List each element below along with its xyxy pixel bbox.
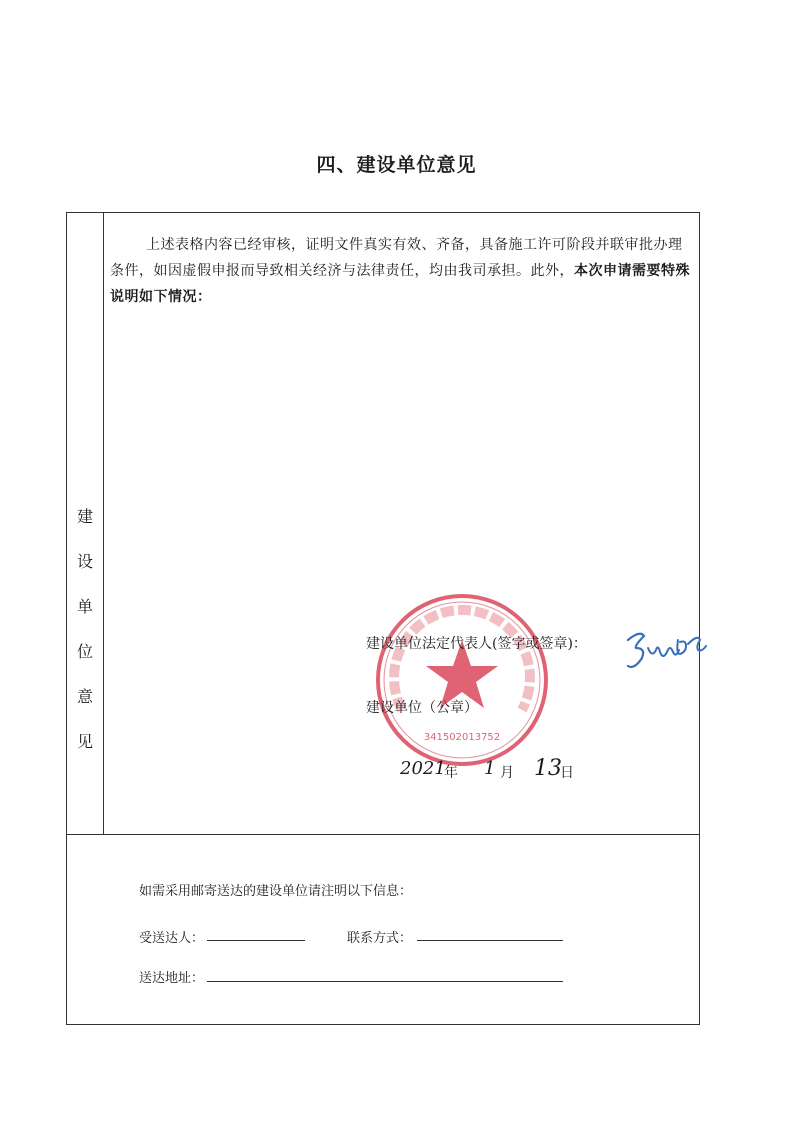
date-day: 13 xyxy=(534,756,562,781)
side-label-column xyxy=(66,212,104,835)
side-label-char: 建 xyxy=(76,507,93,526)
side-label-char: 意 xyxy=(76,687,93,706)
legal-rep-label: 建设单位法定代表人(签字或签章)： xyxy=(366,636,587,652)
date-year-char: 年 xyxy=(444,765,458,781)
contact-field-line xyxy=(417,940,563,941)
official-seal xyxy=(372,590,552,770)
mail-note: 如需采用邮寄送达的建设单位请注明以下信息： xyxy=(139,884,413,899)
date-day-char: 日 xyxy=(560,765,574,781)
declaration-text: 上述表格内容已经审核，证明文件真实有效、齐备，具备施工许可阶段并联审批办理条件，如因虚假申报而导致相关经济与法律责任，均由我司承担。此外， xyxy=(110,237,683,279)
address-field-line xyxy=(207,981,563,982)
row-divider xyxy=(66,834,700,835)
address-label: 送达地址： xyxy=(139,971,205,986)
date-month-char: 月 xyxy=(500,765,514,781)
unit-seal-label: 建设单位（公章） xyxy=(366,700,478,716)
side-label-char: 位 xyxy=(76,642,93,661)
recipient-label: 受送达人： xyxy=(139,931,205,946)
side-label-char: 见 xyxy=(76,732,93,751)
page-title: 四、建设单位意见 xyxy=(316,154,477,176)
special-notice-text: 本次申请需要特殊说明如下情况： xyxy=(110,263,690,305)
handwritten-signature xyxy=(622,622,712,678)
date-year: 2021 xyxy=(400,758,446,779)
recipient-field-line xyxy=(207,940,305,941)
contact-label: 联系方式： xyxy=(347,931,413,946)
side-label-char: 设 xyxy=(76,552,93,571)
seal-number: 341502013752 xyxy=(423,732,501,743)
declaration-statement xyxy=(110,232,694,310)
date-month: 1 xyxy=(484,758,496,779)
side-label-char: 单 xyxy=(76,597,93,616)
